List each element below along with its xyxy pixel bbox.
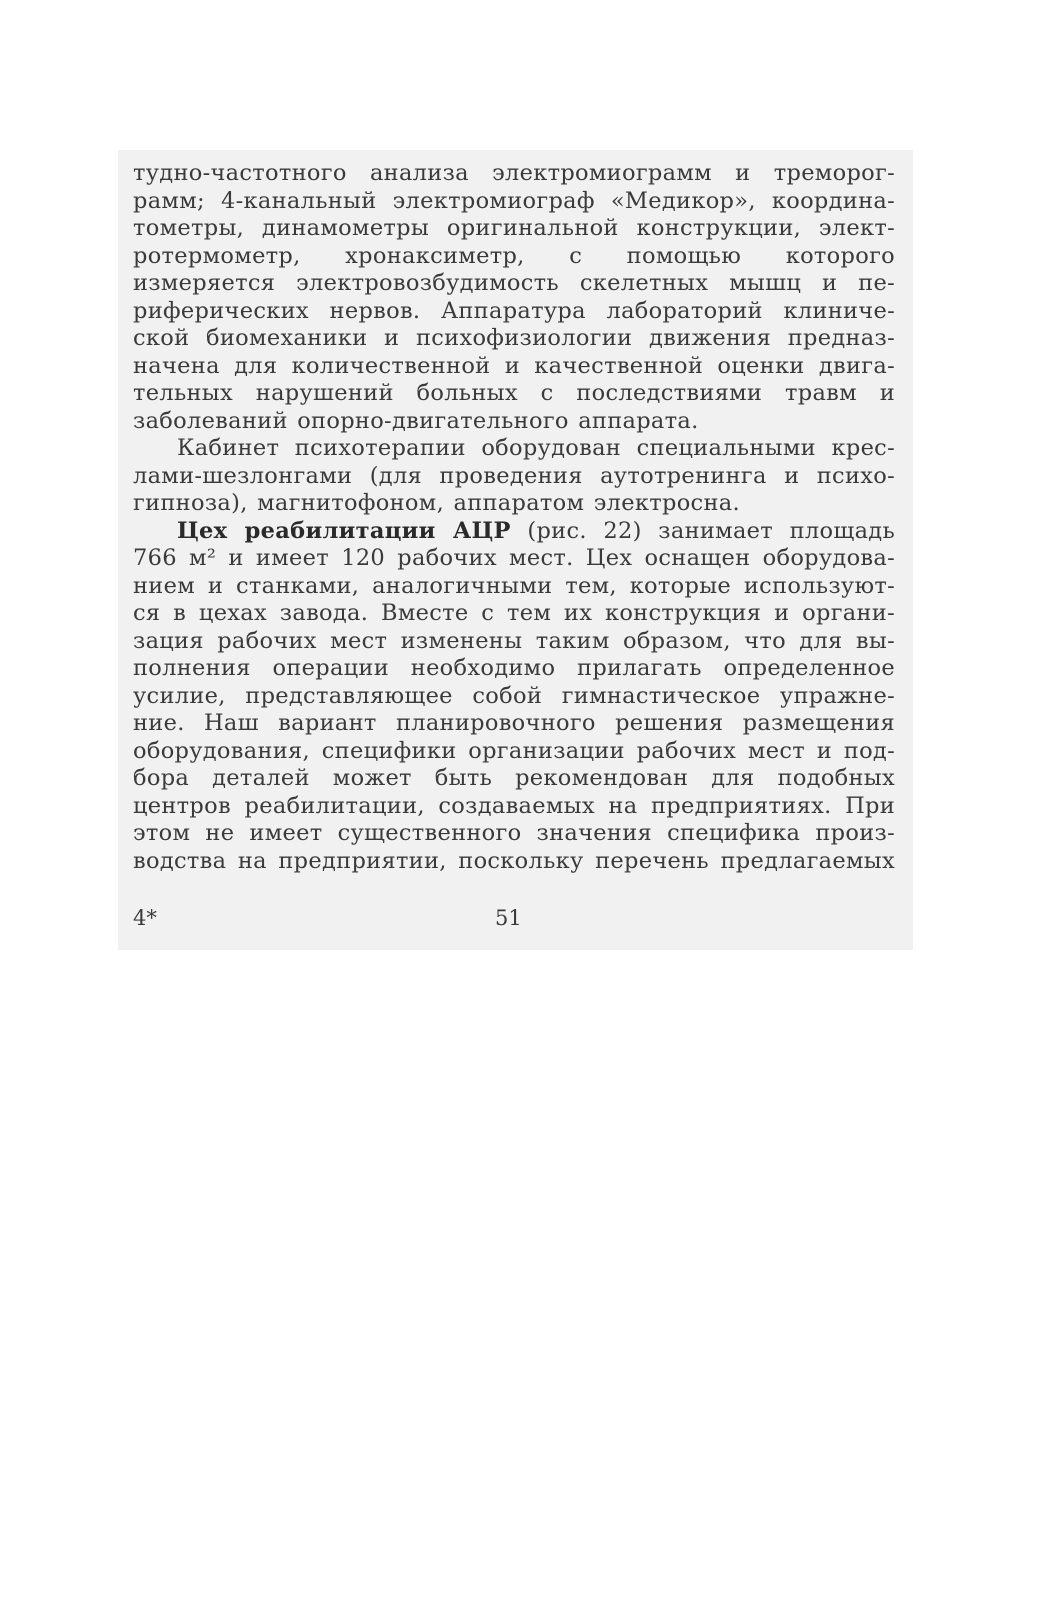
text-line: ротермометр, хронаксиметр, с помощью которого — [133, 242, 895, 269]
page-number: 51 — [495, 906, 522, 930]
text-line: водства на предприятии, поскольку перечень предлагаемых — [133, 847, 895, 874]
text-line: центров реабилитации, создаваемых на предприятиях. При — [133, 792, 895, 819]
text-line: полнения операции необходимо прилагать определенное — [133, 655, 895, 681]
text-line: нием и станками, аналогичными тем, которые используют- — [133, 572, 895, 599]
text-line: тометры, динамометры оригинальной конструкции, элект- — [133, 215, 895, 241]
text-line: заболеваний опорно-двигательного аппарата. — [133, 407, 699, 434]
text-line: ся в цехах завода. Вместе с тем их конструкция и органи- — [133, 600, 895, 626]
text-line: зация рабочих мест изменены таким образом, что для вы- — [133, 627, 895, 654]
text-line: рамм; 4-канальный электромиограф «Медикор», координа- — [133, 187, 895, 214]
text-line: этом не имеет существенного значения специфика произ- — [133, 820, 895, 846]
paragraph-heading-line — [133, 518, 895, 546]
text-line: бора деталей может быть рекомендован для подобных — [133, 765, 895, 791]
text-line: оборудования, специфики организации рабочих мест и под- — [133, 737, 895, 764]
text-line: лами-шезлонгами (для проведения аутотренинга и психо- — [133, 462, 895, 489]
text-line: измеряется электровозбудимость скелетных мышц и пе- — [133, 270, 895, 296]
section-heading: Цех реабилитации АЦР — [177, 517, 511, 544]
signature-mark: 4* — [133, 906, 157, 930]
text-line: усилие, представляющее собой гимнастическое упражне- — [133, 682, 895, 709]
text-line: риферических нервов. Аппаратура лабораторий клиниче- — [133, 297, 895, 324]
text-line: 766 м² и имеет 120 рабочих мест. Цех оснащен оборудова- — [133, 545, 895, 571]
body-text — [133, 160, 895, 875]
text-line: тельных нарушений больных с последствиями травм и — [133, 380, 895, 406]
text-line-rest: (рис. 22) занимает площадь — [527, 517, 895, 544]
text-line: гипноза), магнитофоном, аппаратом электросна. — [133, 490, 740, 516]
text-line: Кабинет психотерапии оборудован специальными крес- — [177, 435, 895, 461]
text-line: тудно-частотного анализа электромиограмм и треморог- — [133, 160, 895, 186]
text-line: начена для количественной и качественной оценки двига- — [133, 352, 895, 379]
page-footer — [133, 906, 895, 936]
text-line: ние. Наш вариант планировочного решения размещения — [133, 710, 895, 736]
text-line: ской биомеханики и психофизиологии движения предназ- — [133, 325, 895, 351]
